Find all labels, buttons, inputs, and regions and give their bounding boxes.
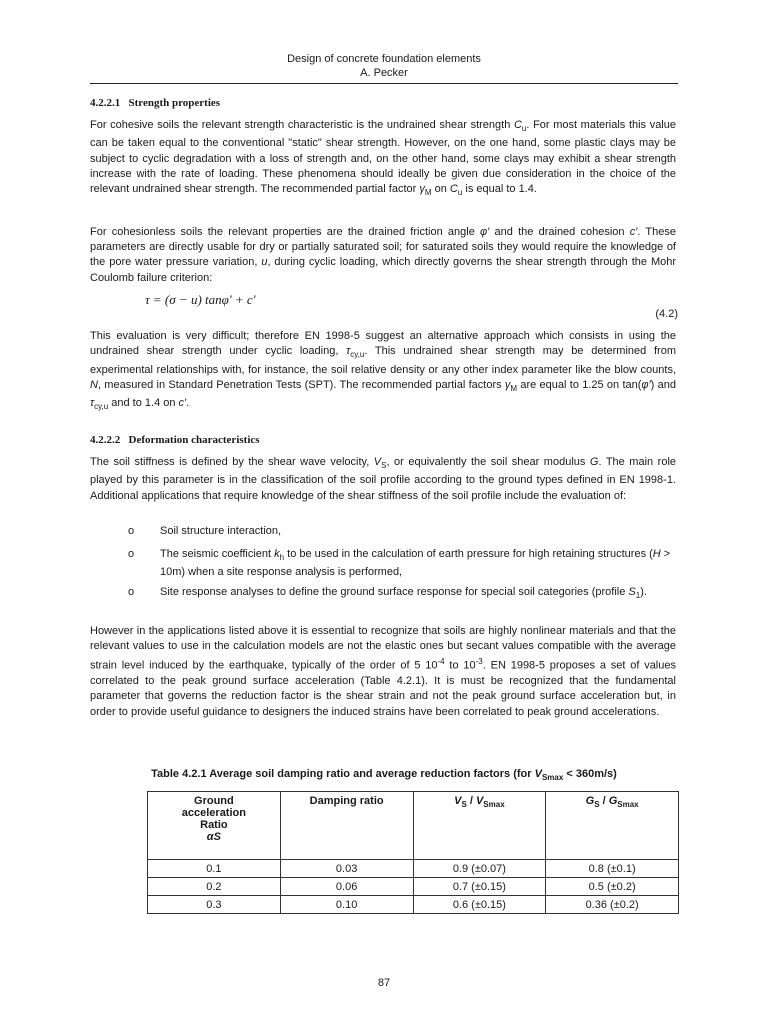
list-item: o Soil structure interaction, [128, 524, 676, 539]
page-number: 87 [377, 977, 391, 989]
table-cell: 0.06 [280, 878, 413, 896]
equation-mohr-coulomb: τ = (σ − u) tanφ′ + c′ [145, 292, 256, 307]
table-caption: Table 4.2.1 Average soil damping ratio and average reduction factors (for $V_{Smax} < 360m/s$) [151, 768, 617, 783]
column-header-velocity-ratio: $V_S / V_{Smax}$ [413, 792, 546, 860]
table-cell: 0.3 [148, 896, 281, 914]
section-heading-deformation [90, 434, 260, 446]
table-header-row [148, 792, 679, 860]
table-cell: 0.10 [280, 896, 413, 914]
table-row [148, 878, 679, 896]
table-cell: 0.6 (±0.15) [413, 896, 546, 914]
table-row [148, 860, 679, 878]
list-item: o The seismic coefficient $k_h$ to be used in the calculation of earth pressure for high retaining structures (H > 10m) when a site response analysis is performed, [128, 548, 671, 579]
paragraph-cohesive-soils: For cohesive soils the relevant strength characteristic is the undrained shear strength $C_u$. For most materials this value can be taken equal to the conventional "static" shear strength. However, on the one hand, some plastic clays may be subject to cyclic degradation with a loss of strength and, on the other hand, some clays may exhibit a shear strength increase with the rate of loading. These phenomena should ideally be given due consideration in the choice of the relevant undrained shear strength. The recommended partial factor $\gamma_M$ on $C_u$ is equal to 1.4. [90, 119, 676, 198]
table-cell: 0.03 [280, 860, 413, 878]
paragraph-soil-stiffness: The soil stiffness is defined by the shear wave velocity, $V_S$, or equivalently the soil shear modulus G. The main role played by this parameter is in the classification of the soil profile according to the ground types defined in EN 1998-1. Additional applications that require knowledge of the shear stiffness of the soil profile include the evaluation of: [90, 456, 677, 502]
column-header-damping-ratio: Damping ratio [280, 792, 413, 860]
table-cell: 0.8 (±0.1) [546, 860, 679, 878]
paragraph-nonlinear-materials: However in the applications listed above it is essential to recognize that soils are highly nonlinear materials and that the relevant values to use in the calculation models are not the elastic ones but secant values compatible with the average strain level induced by the earthquake, typically of the order of 5 $10^{-4}$ to $10^{-3}$. EN 1998-5 proposes a set of values correlated to the peak ground surface acceleration (Table 4.2.1). It is must be recognized that the fundamental parameter that governs the reduction factor is the shear strain and not the peak ground surface acceleration but, in order to provide useful guidance to designers the induced strains have been correlated to peak ground accelerations. [90, 625, 676, 718]
section-heading-strength [90, 97, 220, 109]
table-cell: 0.1 [148, 860, 281, 878]
damping-ratio-table [147, 791, 679, 914]
running-header-title: Design of concrete foundation elements [287, 53, 481, 65]
column-header-modulus-ratio: $G_S / G_{Smax}$ [546, 792, 679, 860]
bullet-marker: o [128, 586, 135, 598]
header-rule [90, 83, 678, 84]
section-title: Deformation characteristics [128, 434, 260, 446]
table-cell: 0.2 [148, 878, 281, 896]
table-cell: 0.9 (±0.07) [413, 860, 546, 878]
equation-number: (4.2) [655, 308, 678, 320]
list-item: o Site response analyses to define the ground surface response for special soil categories (profile $S_1$). [128, 586, 647, 601]
table-row [148, 896, 679, 914]
bullet-marker: o [128, 548, 135, 560]
bullet-marker: o [128, 525, 135, 537]
paragraph-evaluation: This evaluation is very difficult; therefore EN 1998-5 suggest an alternative approach which consists in using the undrained shear strength under cyclic loading, $\tau_{cy,u}$. This undrained shear strength may be determined from experimental relationships with, for instance, the soil relative density or any other index parameter like the blow counts, N, measured in Standard Penetration Tests (SPT). The recommended partial factors $\gamma_M$ are equal to 1.25 on tan(φ′) and $\tau_{cy,u}$ and to 1.4 on c′. [90, 330, 676, 412]
table-cell: 0.7 (±0.15) [413, 878, 546, 896]
table-cell: 0.36 (±0.2) [546, 896, 679, 914]
section-number: 4.2.2.1 [90, 97, 121, 109]
section-title: Strength properties [128, 97, 221, 109]
running-header-author: A. Pecker [360, 67, 408, 79]
column-header-ground-acceleration: Ground acceleration Ratio αS [148, 792, 281, 860]
paragraph-cohesionless-soils: For cohesionless soils the relevant properties are the drained friction angle φ′ and the drained cohesion c′. These parameters are directly usable for dry or partially saturated soil; for saturated soils they would require the knowledge of the pore water pressure variation, u, during cyclic loading, which directly governs the shear strength through the Mohr Coulomb failure criterion: [90, 226, 677, 284]
section-number: 4.2.2.2 [90, 434, 121, 446]
table-cell: 0.5 (±0.2) [546, 878, 679, 896]
